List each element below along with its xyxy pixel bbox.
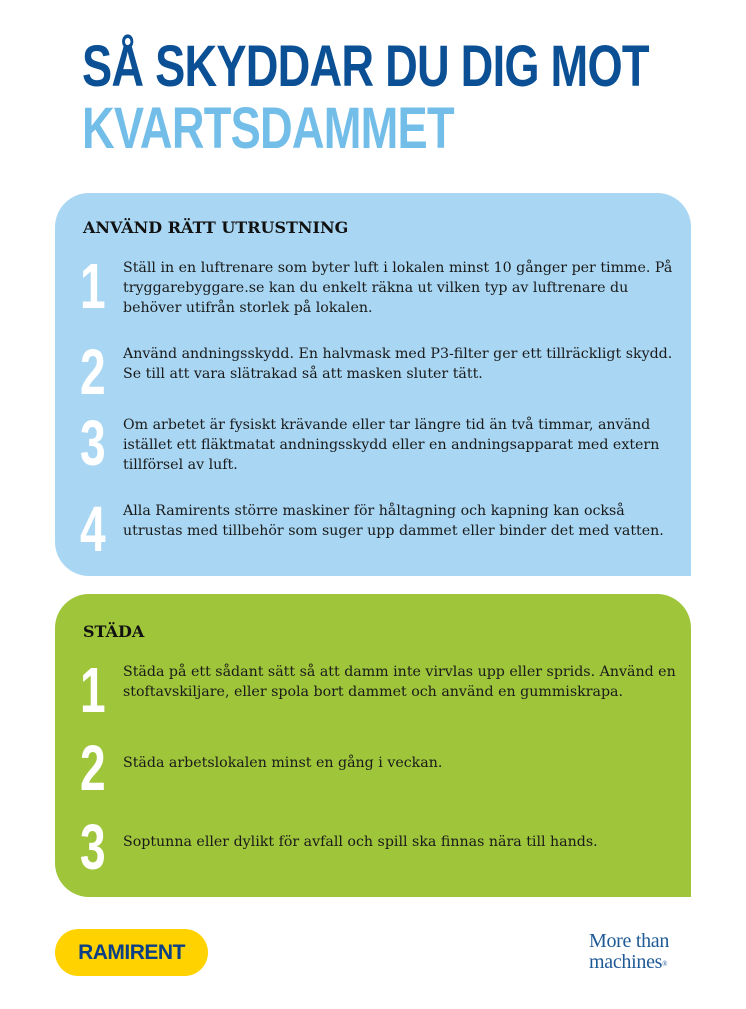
tagline xyxy=(589,931,719,973)
ramirent-logo xyxy=(55,929,208,976)
cleaning-heading: STÄDA xyxy=(83,622,145,641)
step-text: Alla Ramirents större maskiner för håltagning och kapning kan också utrustas med tillbehör som suger upp dammet eller binder det med vatten. xyxy=(123,503,664,539)
step-number: 1 xyxy=(80,654,106,726)
step-text: Städa på ett sådant sätt så att damm inte virvlas upp eller sprids. Använd en stoftavskiljare, eller spola bort dammet och använd en gummiskrapa. xyxy=(123,664,676,700)
step-number: 3 xyxy=(80,407,106,479)
step-text: Ställ in en luftrenare som byter luft i lokalen minst 10 gånger per timme. På tryggarebyggare.se kan du enkelt räkna ut vilken typ av luftrenare du behöver utifrån storlek på lokalen. xyxy=(123,260,673,316)
step-text: Om arbetet är fysiskt krävande eller tar längre tid än två timmar, använd istället ett fläktmatat andningsskydd eller en andningsapparat med extern tillförsel av luft. xyxy=(123,417,660,473)
title-line-2: KVARTSDAMMET xyxy=(82,96,454,161)
step-number: 1 xyxy=(80,250,106,322)
step-number: 2 xyxy=(80,336,106,408)
step-text: Städa arbetslokalen minst en gång i veckan. xyxy=(123,755,443,771)
cleaning-panel xyxy=(55,594,691,897)
equipment-panel xyxy=(55,193,691,576)
ramirent-logo-text: RAMIRENT xyxy=(78,940,185,964)
step-text: Använd andningsskydd. En halvmask med P3-filter ger ett tillräckligt skydd. Se till att vara slätrakad så att masken sluter tätt. xyxy=(123,346,673,382)
registered-mark: ® xyxy=(662,960,668,968)
tagline-line-2 xyxy=(589,952,719,973)
step-text: Soptunna eller dylikt för avfall och spill ska finnas nära till hands. xyxy=(123,834,598,850)
tagline-line-1: More than xyxy=(589,930,670,952)
step-number: 4 xyxy=(80,493,106,565)
title-line-1: SÅ SKYDDAR DU DIG MOT xyxy=(82,34,649,99)
tagline-line-2-text: machines xyxy=(589,951,663,973)
step-number: 3 xyxy=(80,811,106,883)
step-number: 2 xyxy=(80,732,106,804)
page-title xyxy=(82,36,702,160)
equipment-heading: ANVÄND RÄTT UTRUSTNING xyxy=(83,218,349,237)
